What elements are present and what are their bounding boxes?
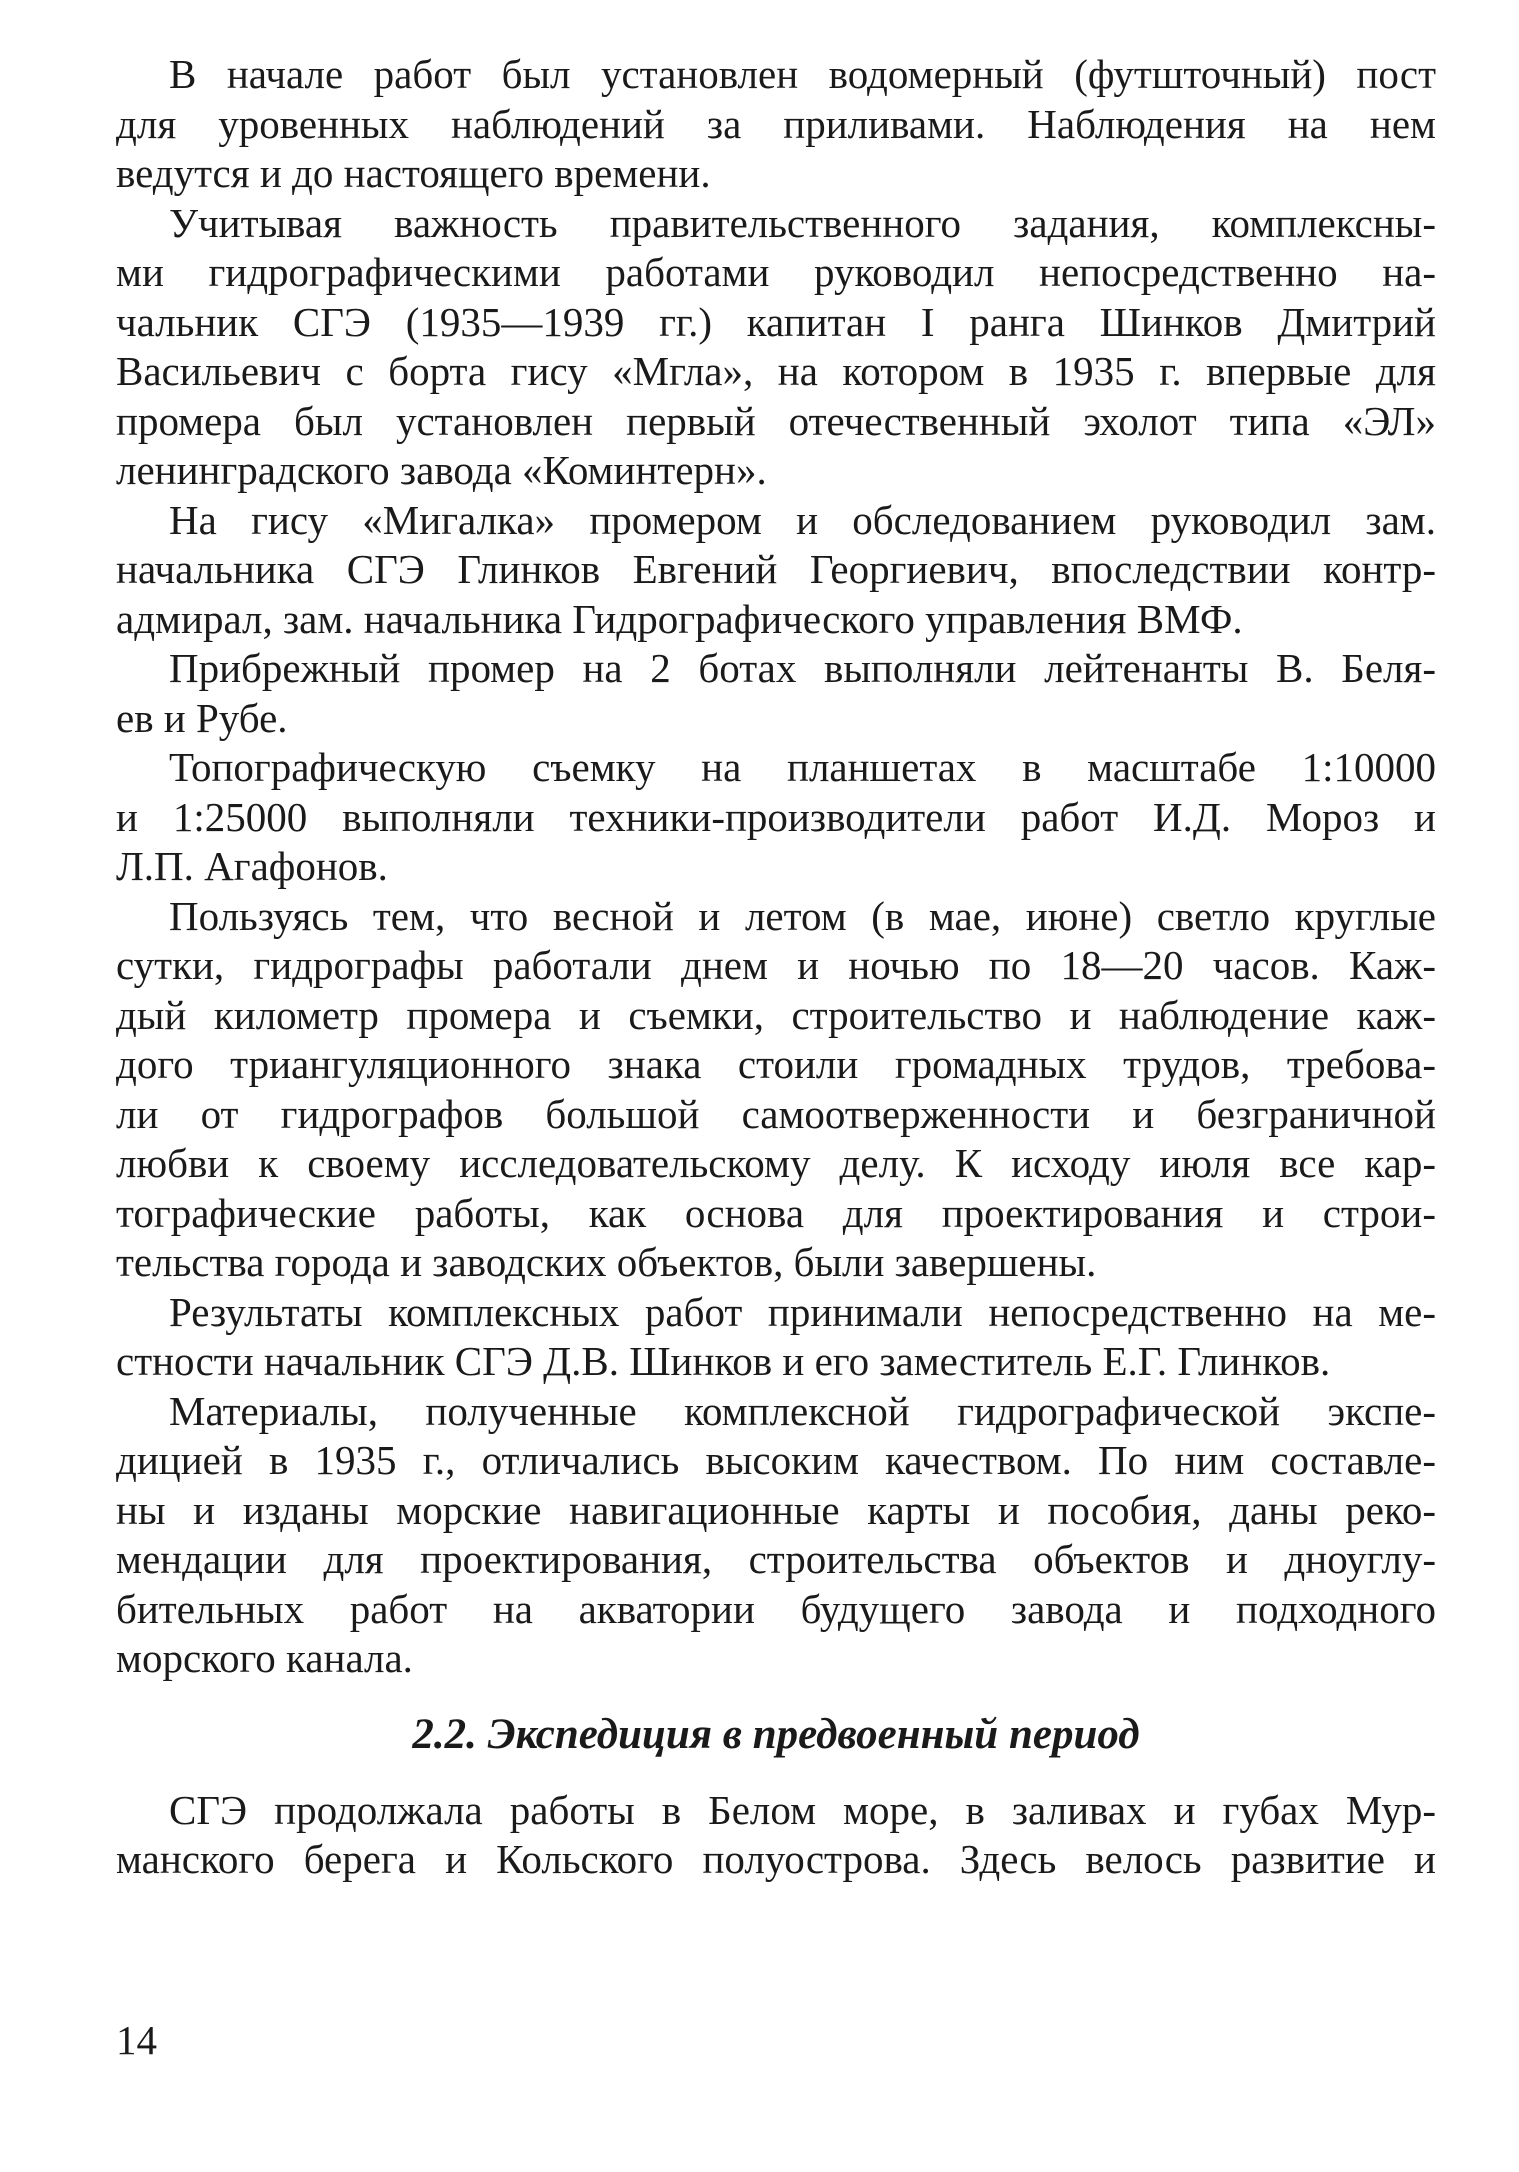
paragraph bbox=[116, 1288, 1436, 1387]
paragraph bbox=[116, 644, 1436, 743]
paragraph bbox=[116, 743, 1436, 892]
paragraph bbox=[116, 496, 1436, 645]
text-line: дицией в 1935 г., отличались высоким качеством. По ним составле- bbox=[116, 1437, 1436, 1483]
text-line: чальник СГЭ (1935—1939 гг.) капитан I ранга Шинков Дмитрий bbox=[116, 298, 1436, 345]
text-line: ев и Рубе. bbox=[116, 694, 288, 741]
text-line: ленинградского завода «Коминтерн». bbox=[116, 447, 767, 493]
page-body bbox=[116, 50, 1436, 1885]
text-line: ведутся и до настоящего времени. bbox=[116, 150, 711, 196]
text-line: манского берега и Кольского полуострова. Здесь велось развитие и bbox=[116, 1836, 1436, 1882]
section-heading: 2.2. Экспедиция в предвоенный период bbox=[412, 1710, 1140, 1758]
paragraph bbox=[116, 199, 1436, 496]
text-line: мендации для проектирования, строительства объектов и дноуглу- bbox=[116, 1536, 1436, 1582]
paragraphs-after-heading bbox=[116, 1786, 1436, 1885]
text-line: промера был установлен первый отечественный эхолот типа «ЭЛ» bbox=[116, 397, 1436, 444]
text-line: ны и изданы морские навигационные карты и пособия, даны реко- bbox=[116, 1486, 1436, 1533]
text-line: Прибрежный промер на 2 ботах выполняли лейтенанты В. Беля- bbox=[169, 645, 1436, 691]
text-line: стности начальник СГЭ Д.В. Шинков и его заместитель Е.Г. Глинков. bbox=[116, 1338, 1331, 1384]
text-line: Пользуясь тем, что весной и летом (в мае, июне) светло круглые bbox=[169, 892, 1436, 939]
page-number: 14 bbox=[116, 2017, 157, 2063]
text-line: Топографическую съемку на планшетах в масштабе 1:10000 bbox=[169, 744, 1436, 790]
text-line: для уровенных наблюдений за приливами. Наблюдения на нем bbox=[116, 100, 1436, 147]
text-line: бительных работ на акватории будущего завода и подходного bbox=[116, 1585, 1436, 1632]
text-line: адмирал, зам. начальника Гидрографического управления ВМФ. bbox=[116, 595, 1243, 642]
text-line: Л.П. Агафонов. bbox=[116, 843, 388, 889]
text-line: дого триангуляционного знака стоили громадных трудов, требова- bbox=[116, 1041, 1436, 1087]
text-line: любви к своему исследовательскому делу. К исходу июля все кар- bbox=[116, 1140, 1436, 1186]
text-line: На гису «Мигалка» промером и обследованием руководил зам. bbox=[169, 496, 1436, 543]
text-line: и 1:25000 выполняли техники-производители работ И.Д. Мороз и bbox=[116, 793, 1436, 840]
text-line: тельства города и заводских объектов, были завершены. bbox=[116, 1239, 1097, 1285]
text-line: Материалы, полученные комплексной гидрографической экспе- bbox=[169, 1387, 1436, 1434]
text-line: В начале работ был установлен водомерный (футшточный) пост bbox=[169, 51, 1436, 97]
text-line: СГЭ продолжала работы в Белом море, в заливах и губах Мур- bbox=[169, 1786, 1436, 1833]
text-line: ми гидрографическими работами руководил непосредственно на- bbox=[116, 249, 1436, 295]
text-line: сутки, гидрографы работали днем и ночью по 18—20 часов. Каж- bbox=[116, 942, 1436, 988]
paragraphs-before-heading bbox=[116, 50, 1436, 1684]
text-line: Результаты комплексных работ принимали непосредственно на ме- bbox=[169, 1288, 1436, 1335]
paragraph bbox=[116, 1387, 1436, 1684]
text-line: дый километр промера и съемки, строительство и наблюдение каж- bbox=[116, 991, 1436, 1038]
paragraph bbox=[116, 1786, 1436, 1885]
paragraph bbox=[116, 50, 1436, 199]
text-line: тографические работы, как основа для проектирования и строи- bbox=[116, 1189, 1436, 1236]
text-line: Васильевич с борта гису «Мгла», на котором в 1935 г. впервые для bbox=[116, 348, 1436, 394]
text-line: Учитывая важность правительственного задания, комплексны- bbox=[169, 199, 1436, 246]
text-line: ли от гидрографов большой самоотверженности и безграничной bbox=[116, 1090, 1436, 1137]
text-line: морского канала. bbox=[116, 1635, 413, 1681]
paragraph bbox=[116, 892, 1436, 1288]
text-line: начальника СГЭ Глинков Евгений Георгиевич, впоследствии контр- bbox=[116, 546, 1436, 592]
